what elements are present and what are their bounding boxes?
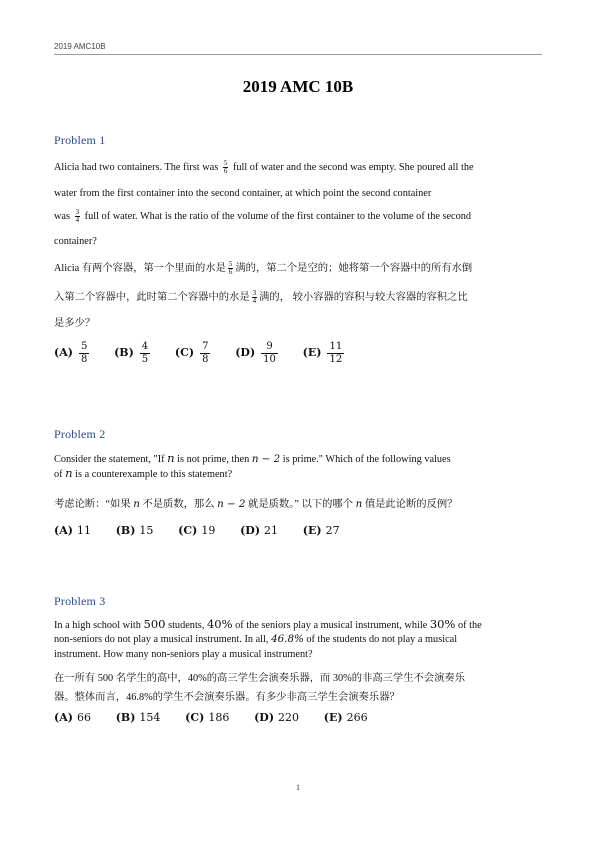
fraction-denominator: 8: [202, 354, 209, 365]
problem-2-en-line-2: [54, 466, 232, 480]
problem-1-zh-line-3: 是多少？: [54, 318, 96, 329]
problem-3-heading: Problem 3: [54, 594, 106, 608]
choice-c: [178, 524, 215, 537]
math-variable-n: n: [355, 498, 363, 510]
choice-fraction: [140, 341, 150, 366]
choice-a: [54, 524, 91, 537]
choice-value: 154: [139, 711, 161, 724]
choice-value: 15: [139, 524, 154, 537]
choice-e: [303, 524, 340, 537]
math-percent: 30%: [429, 617, 456, 631]
math-variable-n: n: [133, 498, 140, 510]
choice-label: (B): [114, 346, 134, 360]
problem-2-en-line-1: [54, 451, 451, 465]
math-variable-n: n: [65, 466, 73, 480]
text-segment: of: [54, 469, 63, 480]
choice-a: [54, 341, 89, 366]
problem-1-zh-line-1: [54, 259, 472, 276]
problem-3-en-line-1: [54, 617, 482, 631]
problem-2-answer-choices: [54, 524, 362, 537]
choice-a: [54, 711, 91, 724]
choice-label: (A): [54, 346, 73, 360]
text-segment: is not prime, then: [177, 454, 250, 465]
choice-label: (D): [235, 346, 256, 360]
problem-1-en-line-1: [54, 160, 474, 175]
header-rule: [54, 54, 542, 55]
problem-1-en-line-3: [54, 209, 471, 224]
text-segment: full of water and the second was empty. She poured all the: [232, 161, 474, 173]
fraction-five-sixths: [228, 261, 234, 276]
choice-e: [324, 711, 368, 724]
problem-3-en-line-2: [54, 633, 457, 645]
text-segment: of the seniors play a musical instrument, while: [235, 620, 428, 631]
math-expression: n − 2: [217, 498, 246, 510]
fraction-numerator: 3: [252, 289, 257, 298]
text-segment: In a high school with: [54, 620, 141, 631]
text-segment: 入第二个容器中，此时第二个容器中的水是: [54, 292, 250, 303]
math-variable-n: n: [167, 451, 175, 465]
text-segment: of the: [458, 620, 482, 631]
fraction-numerator: 7: [202, 341, 209, 352]
choice-d: [240, 524, 278, 537]
text-segment: 值是此论断的反例？: [364, 499, 458, 510]
choice-c: [175, 341, 211, 366]
choice-value: 11: [76, 524, 91, 537]
problem-1-zh-line-2: [54, 288, 468, 305]
fraction-denominator: 5: [141, 354, 149, 365]
text-segment: 满的， 较小容器的容积与较大容器的容积之比: [259, 292, 468, 303]
problem-1-heading: Problem 1: [54, 133, 106, 147]
choice-fraction: [327, 341, 344, 366]
choice-d: [235, 341, 278, 366]
choice-label: (B): [115, 711, 136, 724]
choice-fraction: [200, 341, 210, 366]
text-segment: was: [54, 210, 71, 222]
choice-label: (D): [254, 711, 275, 724]
choice-e: [303, 341, 345, 366]
math-percent: 40%: [206, 617, 233, 631]
fraction-denominator: 12: [329, 354, 343, 365]
problem-1-en-line-2: water from the first container into the second container, at which point the second container: [54, 188, 432, 199]
fraction-denominator: 10: [263, 354, 276, 365]
fraction-denominator: 4: [75, 216, 80, 224]
problem-3-en-line-3: instrument. How many non-seniors play a musical instrument?: [54, 649, 313, 660]
problem-1-en-line-4: container?: [54, 236, 97, 247]
choice-label: (E): [302, 524, 322, 537]
choice-label: (A): [54, 524, 73, 537]
problem-3-zh-line-1: 在一所有 500 名学生的高中，40%的高三学生会演奏乐器，而 30%的非高三学生不会演奏乐: [54, 673, 466, 684]
problem-1-answer-choices: [54, 341, 366, 366]
problem-2-zh-line-1: [54, 495, 457, 510]
choice-value: 220: [278, 711, 300, 724]
fraction-numerator: 5: [228, 260, 233, 269]
choice-value: 27: [325, 524, 340, 537]
choice-label: (E): [302, 346, 322, 360]
fraction-denominator: 4: [252, 297, 257, 306]
choice-value: 266: [346, 711, 368, 724]
text-segment: non-seniors do not play a musical instrument. In all,: [54, 634, 269, 645]
text-segment: is a counterexample to this statement?: [75, 469, 233, 480]
text-segment: 考虑论断：“如果: [54, 499, 131, 510]
fraction-numerator: 9: [261, 341, 278, 354]
choice-label: (C): [185, 711, 205, 724]
text-segment: Alicia had two containers. The first was: [54, 161, 219, 173]
problem-2-heading: Problem 2: [54, 427, 106, 441]
choice-b: [114, 341, 150, 366]
text-segment: of the students do not play a musical: [306, 634, 458, 645]
fraction-denominator: 8: [80, 354, 88, 365]
text-segment: is prime." Which of the following values: [282, 454, 451, 465]
text-segment: 满的，第二个是空的；她将第一个容器中的所有水倒: [235, 263, 473, 274]
choice-value: 19: [201, 524, 216, 537]
text-segment: 不是质数，那么: [142, 499, 215, 510]
choice-value: 21: [264, 524, 279, 537]
fraction-numerator: 11: [329, 341, 343, 352]
text-segment: Alicia 有两个容器，第一个里面的水是: [54, 263, 226, 274]
page-number: 1: [296, 783, 300, 792]
page-title: 2019 AMC 10B: [242, 77, 354, 96]
fraction-numerator: 5: [223, 159, 228, 167]
choice-value: 186: [208, 711, 230, 724]
choice-label: (A): [54, 711, 73, 724]
fraction-five-sixths: [223, 160, 229, 175]
choice-label: (C): [174, 346, 195, 360]
math-expression: n − 2: [251, 453, 281, 465]
fraction-numerator: 4: [141, 341, 149, 352]
choice-label: (D): [240, 524, 261, 537]
math-percent: 46.8%: [271, 633, 304, 645]
choice-b: [116, 524, 154, 537]
fraction-numerator: 3: [75, 208, 80, 216]
choice-label: (B): [115, 524, 136, 537]
running-header: 2019 AMC10B: [54, 42, 106, 51]
choice-label: (E): [323, 711, 343, 724]
choice-b: [116, 711, 161, 724]
choice-d: [254, 711, 299, 724]
fraction-denominator: 6: [228, 268, 233, 277]
fraction-three-quarters: [252, 290, 258, 305]
choice-c: [185, 711, 229, 724]
fraction-denominator: 6: [223, 167, 228, 175]
choice-fraction: [79, 341, 89, 366]
text-segment: Consider the statement, "If: [54, 454, 165, 465]
choice-label: (C): [178, 524, 198, 537]
choice-value: 66: [76, 711, 91, 724]
text-segment: 就是质数。” 以下的哪个: [248, 499, 354, 510]
choice-fraction: [261, 341, 278, 366]
math-number: 500: [143, 617, 166, 631]
text-segment: students,: [168, 620, 205, 631]
problem-3-zh-line-2: 器。整体而言，46.8%的学生不会演奏乐器。有多少非高三学生会演奏乐器？: [54, 692, 400, 703]
fraction-three-quarters: [75, 209, 81, 224]
text-segment: full of water. What is the ratio of the volume of the first container to the volume of the second: [84, 210, 472, 222]
problem-3-answer-choices: [54, 711, 390, 724]
fraction-numerator: 5: [80, 341, 88, 352]
